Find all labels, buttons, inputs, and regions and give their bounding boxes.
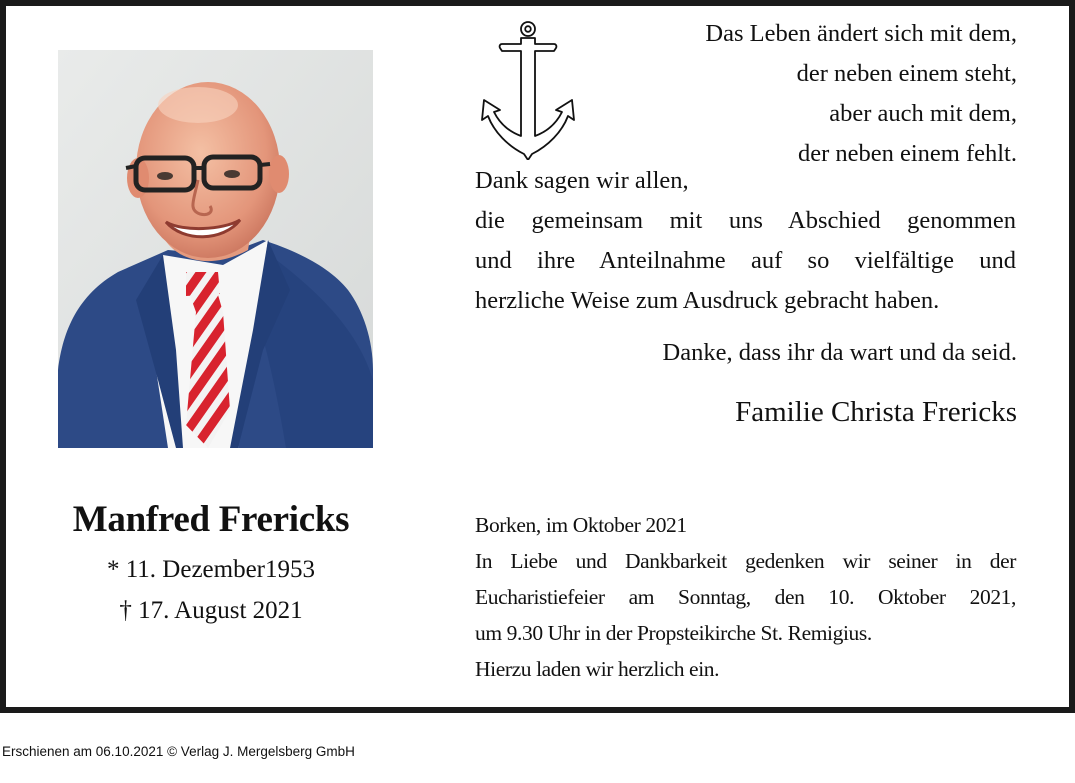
family-signature: Familie Christa Frericks: [735, 396, 1017, 428]
deceased-name: Manfred Frericks: [72, 499, 350, 540]
thanks-line-2: und ihre Anteilnahme auf so vielfältige und: [475, 247, 1016, 274]
place-date: Borken, im Oktober 2021: [475, 513, 687, 537]
verse-line-1: Das Leben ändert sich mit dem,: [705, 20, 1017, 47]
verse-line-3: aber auch mit dem,: [829, 100, 1017, 127]
notice-line-1: In Liebe und Dankbarkeit gedenken wir seiner in der: [475, 549, 1016, 573]
death-date: † 17. August 2021: [119, 597, 303, 624]
anchor-icon: [476, 20, 580, 160]
notice-line-2: Eucharistiefeier am Sonntag, den 10. Oktober 2021,: [475, 585, 1016, 609]
birth-date: * 11. Dezember1953: [106, 556, 316, 583]
verse-line-2: der neben einem steht,: [796, 60, 1017, 87]
thanks-closing: Danke, dass ihr da wart und da seid.: [662, 339, 1017, 366]
verse-line-4: der neben einem fehlt.: [797, 140, 1017, 167]
notice-invite: Hierzu laden wir herzlich ein.: [475, 657, 720, 681]
publication-footer: Erschienen am 06.10.2021 © Verlag J. Mergelsberg GmbH: [2, 744, 355, 759]
thanks-intro: Dank sagen wir allen,: [475, 167, 689, 194]
portrait-photo: [58, 50, 373, 448]
thanks-line-3: herzliche Weise zum Ausdruck gebracht haben.: [475, 287, 940, 314]
notice-line-3: um 9.30 Uhr in der Propsteikirche St. Remigius.: [475, 621, 872, 645]
thanks-line-1: die gemeinsam mit uns Abschied genommen: [475, 207, 1016, 234]
